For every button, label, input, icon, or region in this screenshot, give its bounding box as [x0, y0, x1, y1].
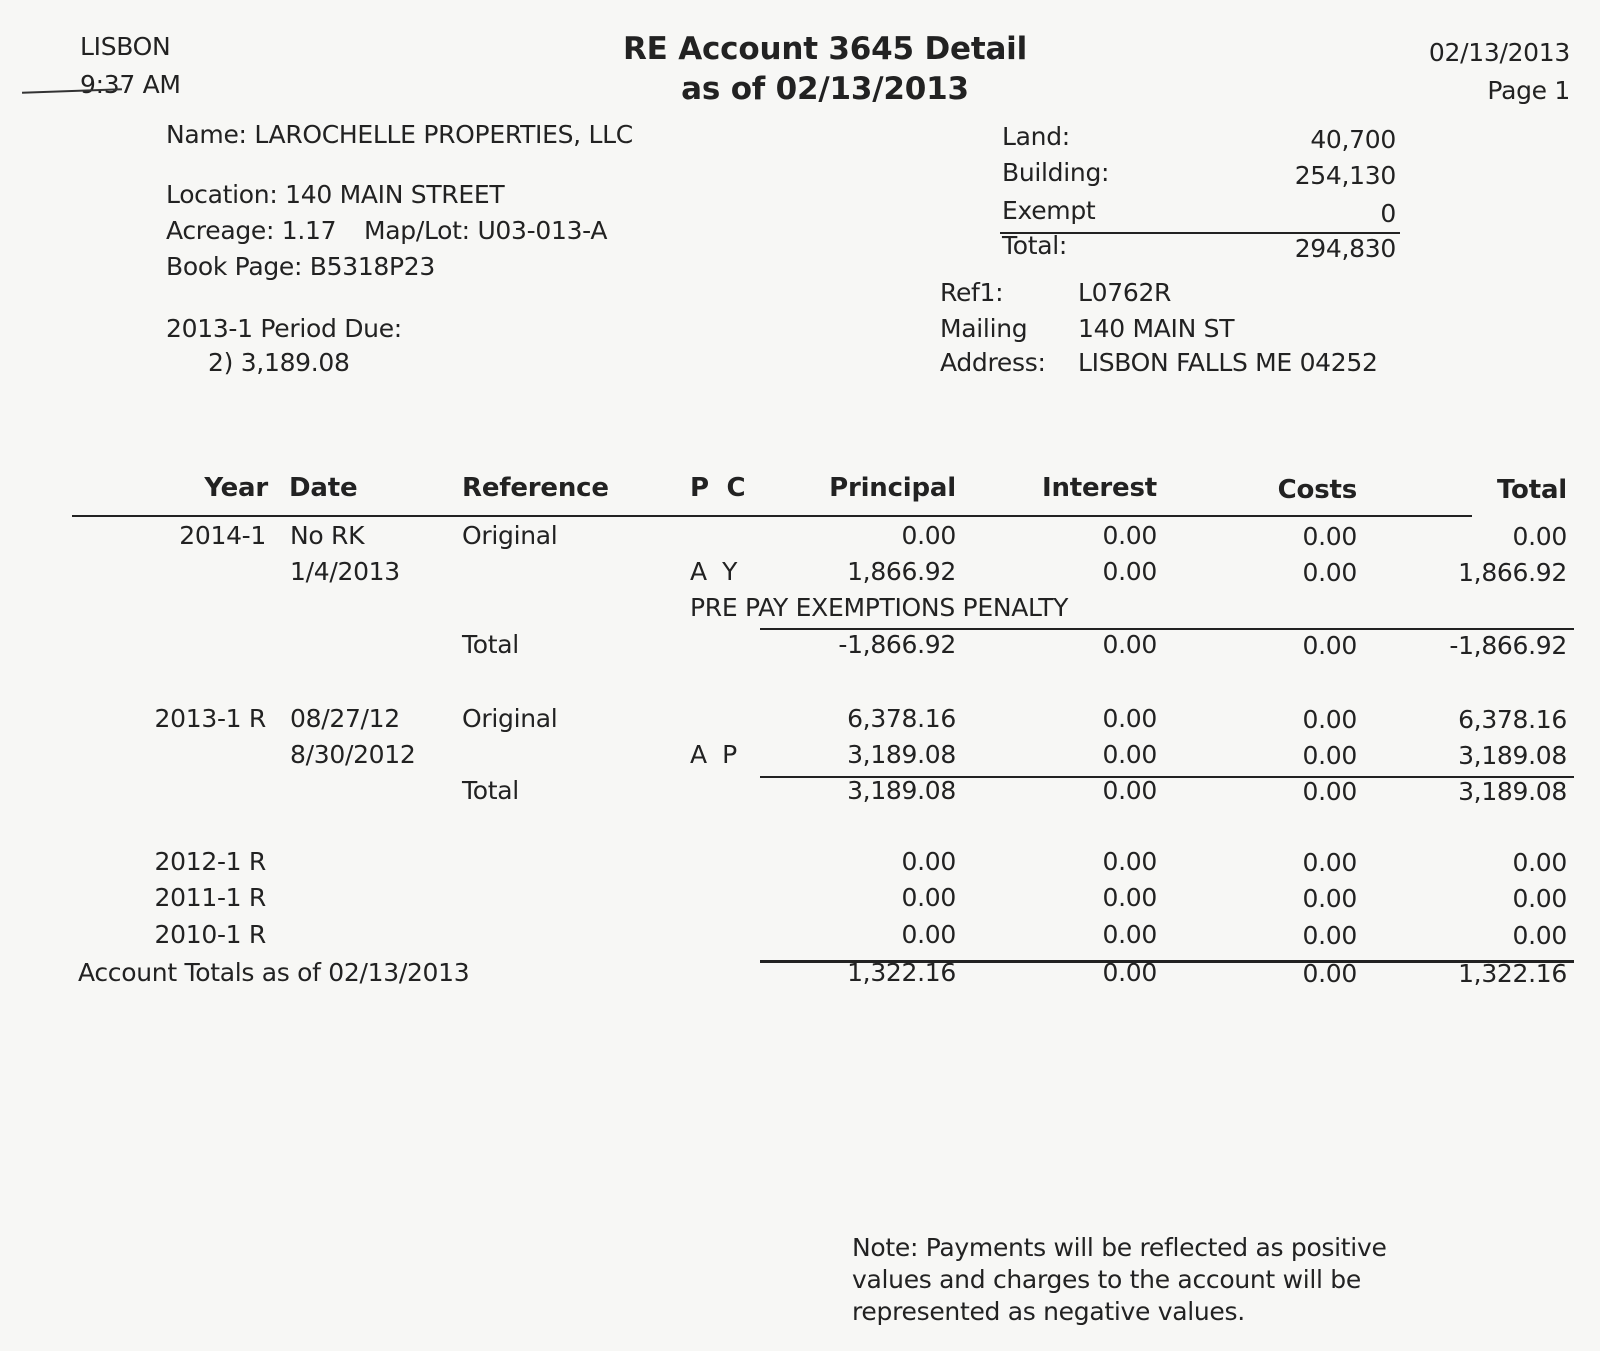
ref1-value: L0762R	[1078, 278, 1172, 307]
table-cell-total: 6,378.16	[1458, 705, 1567, 734]
col-costs: Costs	[1277, 475, 1357, 505]
note-line-1: Note: Payments will be reflected as positive	[852, 1233, 1387, 1262]
page-number: Page 1	[1487, 76, 1570, 105]
table-cell-total: 1,866.92	[1458, 558, 1567, 587]
table-cell-costs: 0.00	[1302, 884, 1357, 913]
table-cell-year: 2010-1 R	[154, 920, 266, 949]
valuation-total-value: 294,830	[1294, 234, 1396, 263]
table-cell-principal: 3,189.08	[847, 740, 956, 769]
table-cell-total: 0.00	[1512, 848, 1567, 877]
account-totals-total: 1,322.16	[1458, 959, 1567, 988]
land-label: Land:	[1002, 122, 1070, 151]
table-cell-interest: 0.00	[1102, 704, 1157, 733]
table-cell-principal: 0.00	[901, 883, 956, 912]
print-time: 9:37 AM	[80, 70, 181, 99]
col-reference: Reference	[462, 473, 609, 503]
table-cell-interest: 0.00	[1102, 521, 1157, 550]
table-cell-total: 0.00	[1512, 921, 1567, 950]
table-cell-reference: Original	[462, 704, 558, 733]
report-subtitle: as of 02/13/2013	[681, 71, 969, 107]
table-cell-interest: 0.00	[1102, 920, 1157, 949]
table-cell-year: 2013-1 R	[154, 704, 266, 733]
account-totals-costs: 0.00	[1302, 959, 1357, 988]
map-lot: Map/Lot: U03-013-A	[364, 216, 608, 245]
table-cell-pc: A Y	[690, 557, 738, 586]
table-cell-principal: 3,189.08	[847, 776, 956, 805]
table-cell-total: 0.00	[1512, 884, 1567, 913]
account-totals-label: Account Totals as of 02/13/2013	[78, 958, 470, 987]
mailing-line2: LISBON FALLS ME 04252	[1078, 348, 1378, 377]
building-label: Building:	[1002, 158, 1110, 187]
table-cell-total: 3,189.08	[1458, 777, 1567, 806]
header-rule	[72, 515, 1472, 517]
report-title: RE Account 3645 Detail	[622, 31, 1028, 67]
table-cell-principal: 0.00	[901, 847, 956, 876]
table-cell-total: -1,866.92	[1449, 631, 1567, 660]
transaction-note: PRE PAY EXEMPTIONS PENALTY	[690, 593, 1069, 622]
col-date: Date	[289, 473, 358, 503]
account-totals-interest: 0.00	[1102, 958, 1157, 987]
table-cell-interest: 0.00	[1102, 557, 1157, 586]
table-cell-principal: 1,866.92	[847, 557, 956, 586]
location: Location: 140 MAIN STREET	[166, 180, 505, 209]
table-cell-date: 8/30/2012	[290, 740, 416, 769]
table-cell-costs: 0.00	[1302, 522, 1357, 551]
table-cell-principal: 0.00	[901, 920, 956, 949]
mailing-label: Mailing	[940, 314, 1028, 343]
table-cell-date: No RK	[290, 521, 365, 550]
address-label: Address:	[940, 348, 1046, 377]
ref1-label: Ref1:	[940, 278, 1004, 307]
table-cell-reference: Original	[462, 521, 558, 550]
period-due-value: 2) 3,189.08	[208, 348, 350, 377]
table-cell-reference: Total	[462, 776, 519, 805]
table-cell-costs: 0.00	[1302, 558, 1357, 587]
valuation-total-label: Total:	[1002, 231, 1068, 260]
period-due-label: 2013-1 Period Due:	[166, 314, 402, 343]
col-principal: Principal	[829, 473, 956, 503]
table-cell-principal: 6,378.16	[847, 704, 956, 733]
table-cell-costs: 0.00	[1302, 848, 1357, 877]
table-cell-year: 2011-1 R	[154, 883, 266, 912]
table-cell-interest: 0.00	[1102, 847, 1157, 876]
table-cell-costs: 0.00	[1302, 921, 1357, 950]
col-pc: P C	[690, 473, 746, 503]
col-year: Year	[204, 473, 268, 503]
account-totals-principal: 1,322.16	[847, 958, 956, 987]
table-cell-date: 1/4/2013	[290, 557, 400, 586]
note-line-2: values and charges to the account will be	[852, 1265, 1361, 1294]
book-page: Book Page: B5318P23	[166, 252, 436, 281]
table-cell-pc: A P	[690, 740, 737, 769]
col-total: Total	[1496, 475, 1567, 505]
owner-name: Name: LAROCHELLE PROPERTIES, LLC	[166, 120, 633, 149]
table-cell-year: 2014-1	[179, 521, 266, 550]
table-cell-interest: 0.00	[1102, 776, 1157, 805]
table-cell-year: 2012-1 R	[154, 847, 266, 876]
table-cell-costs: 0.00	[1302, 631, 1357, 660]
table-cell-reference: Total	[462, 630, 519, 659]
exempt-label: Exempt	[1002, 196, 1096, 225]
exempt-value: 0	[1380, 199, 1396, 228]
table-cell-total: 3,189.08	[1458, 741, 1567, 770]
mailing-line1: 140 MAIN ST	[1078, 314, 1235, 343]
report-date: 02/13/2013	[1428, 38, 1570, 67]
table-cell-costs: 0.00	[1302, 705, 1357, 734]
table-cell-principal: 0.00	[901, 521, 956, 550]
table-cell-principal: -1,866.92	[838, 630, 956, 659]
table-cell-date: 08/27/12	[290, 704, 400, 733]
table-cell-costs: 0.00	[1302, 777, 1357, 806]
acreage: Acreage: 1.17	[166, 216, 337, 245]
town-name: LISBON	[80, 32, 171, 61]
table-cell-interest: 0.00	[1102, 883, 1157, 912]
table-cell-interest: 0.00	[1102, 630, 1157, 659]
note-line-3: represented as negative values.	[852, 1297, 1245, 1326]
building-value: 254,130	[1294, 161, 1396, 190]
land-value: 40,700	[1310, 125, 1396, 154]
table-cell-interest: 0.00	[1102, 740, 1157, 769]
col-interest: Interest	[1041, 473, 1157, 503]
table-cell-total: 0.00	[1512, 522, 1567, 551]
table-cell-costs: 0.00	[1302, 741, 1357, 770]
